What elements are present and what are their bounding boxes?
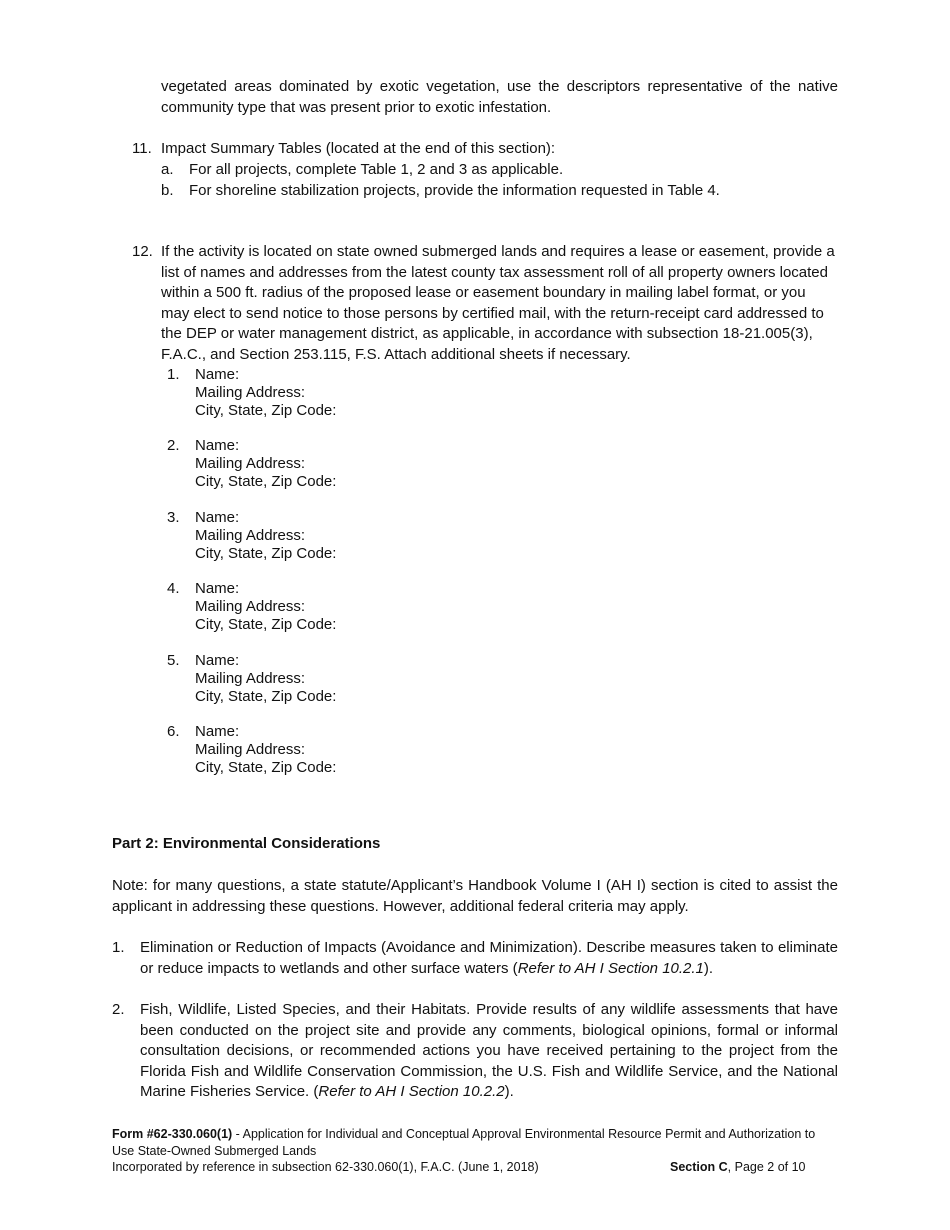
owner-mailing-label: Mailing Address: [195, 741, 306, 758]
reference-citation: Refer to AH I Section 10.2.1 [517, 959, 704, 977]
item-11-text: Impact Summary Tables (located at the end of this section): [161, 140, 556, 157]
owner-city-label: City, State, Zip Code: [195, 473, 337, 490]
owner-name-label: Name: [195, 723, 240, 740]
footer-form-line: Form #62-330.060(1) - Application for Individual and Conceptual Approval Environmental Resource Permit and Authorization to Use State-Owned Submerged Lands [112, 1127, 816, 1158]
page-footer [112, 1126, 840, 1176]
item-12-text: If the activity is located on state owned submerged lands and requires a lease or easement, provide a list of names and addresses from the latest county tax assessment roll of all property owners located within a 500 ft. radius of the proposed lease or easement boundary in mailing label format, or you may elect to send notice to those persons by certified mail, with the return-receipt card addressed to the DEP or water management district, as applicable, in accordance with subsection 18-21.005(3), F.A.C., and Section 253.115, F.S. Attach additional sheets if necessary. [161, 243, 835, 363]
owner-mailing-label: Mailing Address: [195, 455, 306, 472]
owner-city-label: City, State, Zip Code: [195, 759, 337, 776]
owner-city-label: City, State, Zip Code: [195, 402, 337, 419]
owner-city-label: City, State, Zip Code: [195, 688, 337, 705]
owner-mailing-label: Mailing Address: [195, 384, 306, 401]
part2-heading: Part 2: Environmental Considerations [112, 835, 381, 852]
item-11-number: 11. [132, 140, 152, 157]
owner-mailing-label: Mailing Address: [195, 670, 306, 687]
owner-name-label: Name: [195, 580, 240, 597]
owner-name-label: Name: [195, 652, 240, 669]
footer-page-number: Section C, Page 2 of 10 [670, 1160, 806, 1174]
footer-incorporated: Incorporated by reference in subsection 62-330.060(1), F.A.C. (June 1, 2018) [112, 1160, 539, 1174]
owner-name-label: Name: [195, 366, 240, 383]
intro-continuation: vegetated areas dominated by exotic vegetation, use the descriptors representative of the native community type that was present prior to exotic infestation. [161, 78, 838, 116]
reference-citation: Refer to AH I Section 10.2.2 [318, 1083, 505, 1100]
owner-city-label: City, State, Zip Code: [195, 545, 337, 562]
owner-mailing-label: Mailing Address: [195, 598, 306, 615]
item-12-number: 12. [132, 243, 153, 260]
owner-city-label: City, State, Zip Code: [195, 616, 337, 633]
form-number: Form #62-330.060(1) [112, 1127, 233, 1141]
part2-note: Note: for many questions, a state statute/Applicant’s Handbook Volume I (AH I) section is cited to assist the applicant in addressing these questions. However, additional federal criteria may apply. [112, 877, 838, 915]
owner-mailing-label: Mailing Address: [195, 527, 306, 544]
owner-name-label: Name: [195, 509, 240, 526]
document-page: vegetated areas dominated by exotic vegetation, use the descriptors representative of the native community type that was present prior to exotic infestation. 11. Impact Summary Tables (located at the end of this section): a. For all projects, complete Table 1, 2 and 3 as applicable. b. For shoreline stabilization projects, provide the information requested in Table 4. 12. If the activity is located on state owned submerged lands and requires a lease or easement, provide a list of names and addresses from the latest county tax assessment roll of all property owners located within a 500 ft. radius of the proposed lease or easement boundary in mailing label format, or you may elect to send notice to those persons by certified mail, with the return-receipt card addressed to the DEP or water management district, as applicable, in accordance with subsection 18-21.005(3), F.A.C., and Section 253.115, F.S. Attach additional sheets if necessary. 1. Name: Mailing Address: City, State, Zip Code: 2. Name: Mailing Address: City, State, Zip Code: 3. Name: Mailing Address: City, State, Zip Code: 4. Name: Mailing Address: City, State, Zip Code: 5. Name: Mailing Address: City, State, Zip Code: 6. Name: Mailing Address: City, State, Zip Code: Part 2: Environmental Considerations Note: for many questions, a state statute/Applicant’s Handbook Volume I (AH I) section is cited to assist the applicant in addressing these questions. However, additional federal criteria may apply. 1. Elimination or Reduction of Impacts (Avoidance and Minimization). Describe measures taken to eliminate or reduce impacts to wetlands and other surface waters (Refer to AH I Section 10.2.1). 2. Fish, Wildlife, Listed Species, and their Habitats. Provide results of any wildlife assessments that have been conducted on the project site and provide any comments, biological opinions, formal or informal consultation decisions, or recommended actions you have received pertaining to the project from the Florida Fish and Wildlife Conservation Commission, the U.S. Fish and Wildlife Service, and the National Marine Fisheries Service. (Refer to AH I Section 10.2.2). Form #62-330.060(1) - Application for Individual and Conceptual Approval Environmental Resource Permit and Authorization to Use State-Owned Submerged Lands Incorporated by reference in subsection 62-330.060(1), F.A.C. (June 1, 2018) Section C, Page 2 of 10 [0, 0, 950, 1230]
owner-name-label: Name: [195, 437, 240, 454]
